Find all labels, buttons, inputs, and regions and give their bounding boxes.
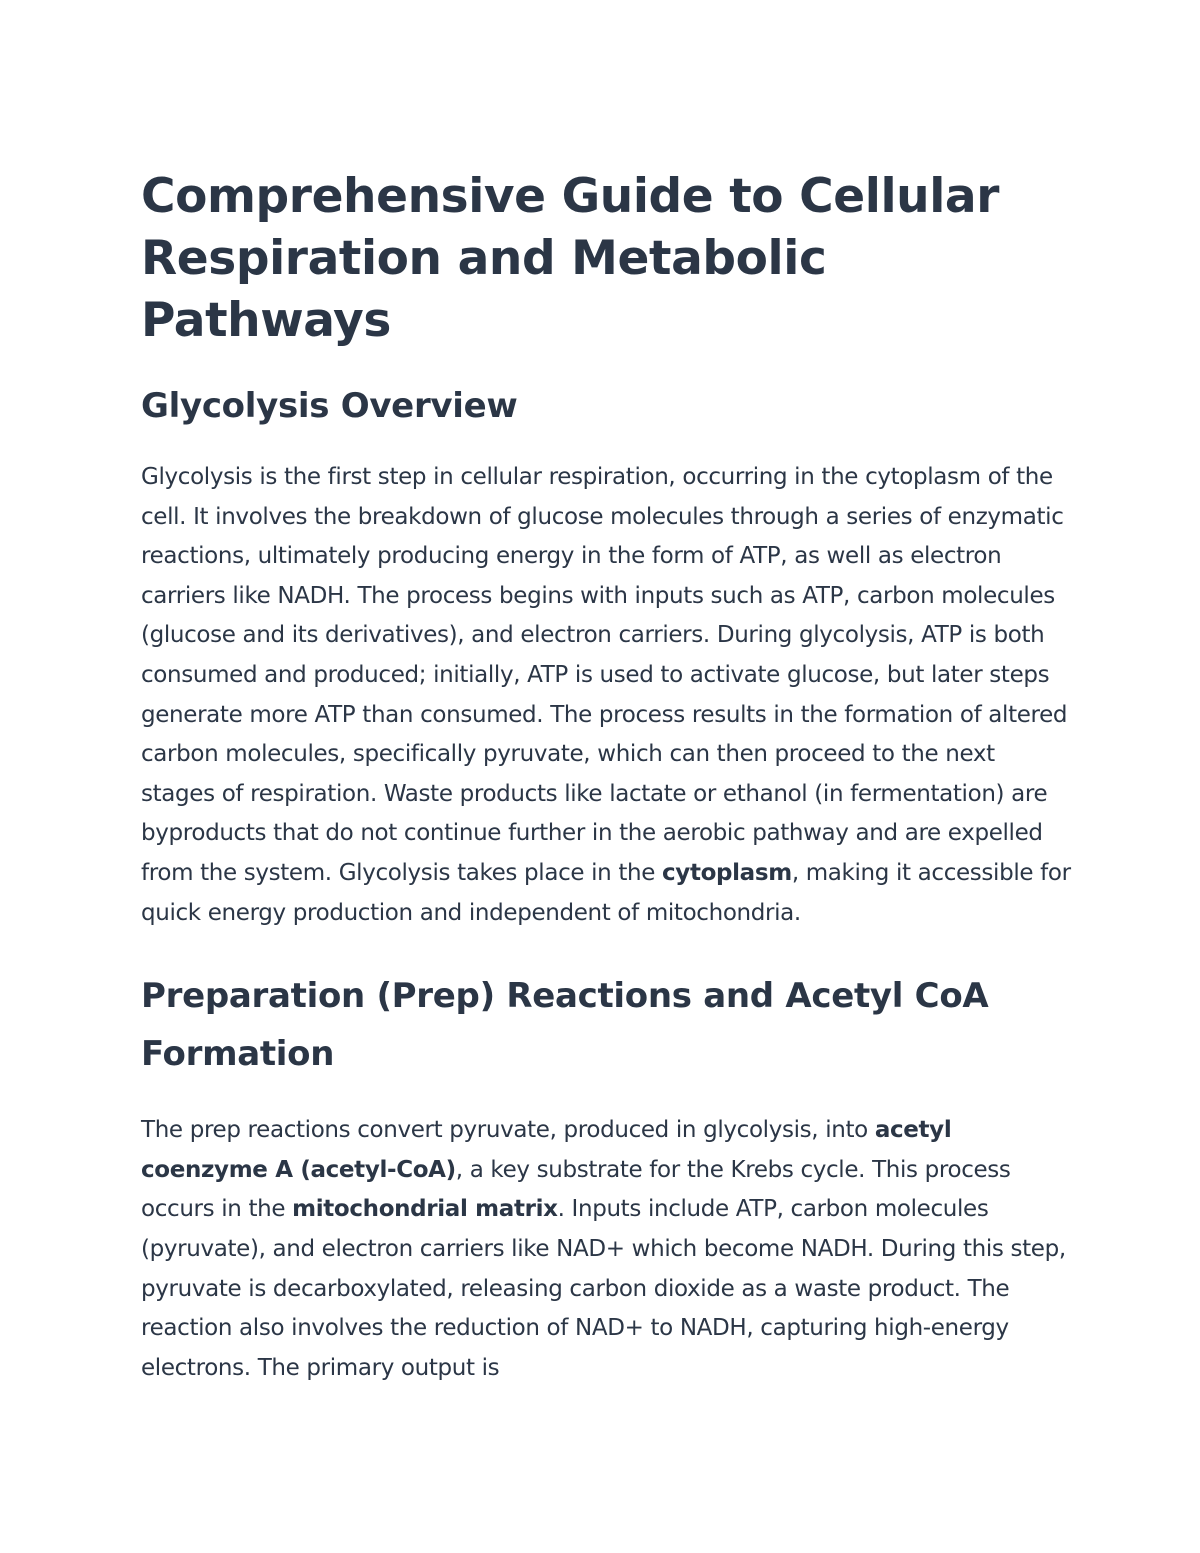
section-glycolysis-overview — [141, 385, 1071, 933]
section-paragraph — [141, 1111, 1071, 1388]
document-title: Comprehensive Guide to Cellular Respiration and Metabolic Pathways — [141, 169, 1000, 348]
section-heading: Preparation (Prep) Reactions and Acetyl CoA Formation — [141, 976, 989, 1075]
bold-term: acetyl coenzyme A (acetyl-CoA) — [141, 1117, 952, 1183]
paragraph-text: The prep reactions convert pyruvate, produced in glycolysis, into — [141, 1117, 875, 1144]
document-page — [141, 166, 1071, 1388]
paragraph-text: . Inputs include ATP, carbon molecules (pyruvate), and electron carriers like NAD+ which become NADH. During this step, pyruvate is decarboxylated, releasing carbon dioxide as a waste product. The reaction also involves the reduction of NAD+ to NADH, capturing high-energy electrons. The primary output is — [141, 1196, 1066, 1381]
paragraph-text: , a key substrate for the Krebs cycle. This process occurs in the — [141, 1156, 1011, 1223]
bold-term: cytoplasm — [662, 859, 792, 886]
section-paragraph — [141, 458, 1071, 933]
paragraph-text: , making it accessible for quick energy production and independent of mitochondria. — [141, 859, 1071, 926]
section-heading: Glycolysis Overview — [141, 386, 518, 426]
paragraph-text: Glycolysis is the first step in cellular respiration, occurring in the cytoplasm of the cell. It involves the breakdown of glucose molecules through a series of enzymatic reactions, ultimately producing energy in the form of ATP, as well as electron carriers like NADH. The process begins with inputs such as ATP, carbon molecules (glucose and its derivatives), and electron carriers. During glycolysis, ATP is both consumed and produced; initially, ATP is used to activate glucose, but later steps generate more ATP than consumed. The process results in the formation of altered carbon molecules, specifically pyruvate, which can then proceed to the next stages of respiration. Waste products like lactate or ethanol (in fermentation) are byproducts that do not continue further in the aerobic pathway and are expelled from the system. Glycolysis takes place in the — [141, 464, 1068, 886]
bold-term: mitochondrial matrix — [292, 1196, 558, 1223]
section-prep-reactions — [141, 967, 1071, 1388]
